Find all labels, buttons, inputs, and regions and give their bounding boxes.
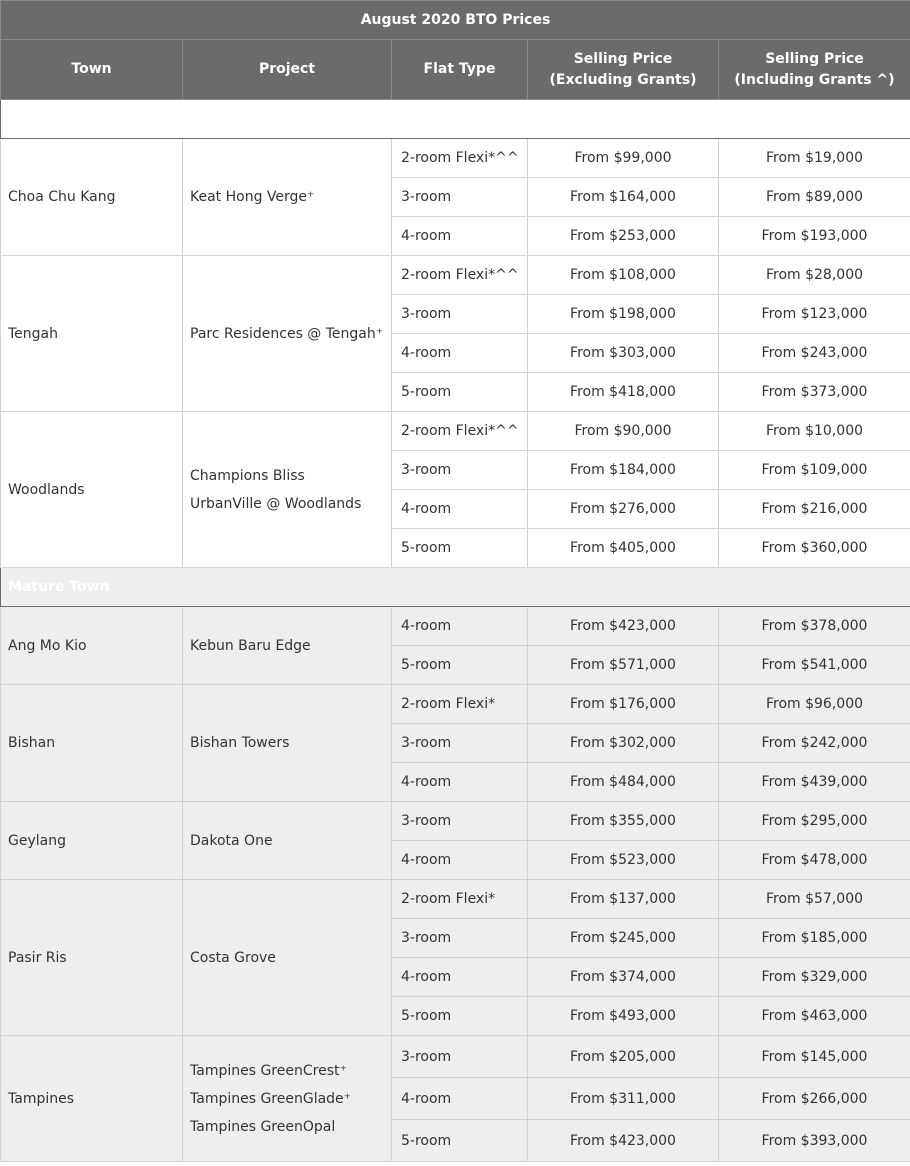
price-excluding-grants-cell: From $405,000 xyxy=(528,529,719,568)
price-excluding-grants-cell: From $245,000 xyxy=(528,919,719,958)
price-including-grants-cell: From $10,000 xyxy=(719,412,910,451)
flat-type-cell: 4-room xyxy=(392,490,528,529)
flat-type-cell: 4-room xyxy=(392,763,528,802)
column-header-price-excluding-grants xyxy=(528,40,719,100)
price-excluding-grants-cell: From $423,000 xyxy=(528,607,719,646)
price-excluding-grants-cell: From $198,000 xyxy=(528,295,719,334)
flat-type-cell: 4-room xyxy=(392,217,528,256)
flat-type-cell: 5-room xyxy=(392,646,528,685)
flat-type-cell: 5-room xyxy=(392,1120,528,1162)
flat-type-cell: 2-room Flexi* xyxy=(392,685,528,724)
price-excl-header-line1: Selling Price xyxy=(573,50,673,67)
price-including-grants-cell: From $378,000 xyxy=(719,607,910,646)
price-including-grants-cell: From $373,000 xyxy=(719,373,910,412)
project-cell xyxy=(183,139,392,256)
flat-type-cell: 3-room xyxy=(392,724,528,763)
project-name: Keat Hong Verge⁺ xyxy=(190,189,315,205)
flat-type-cell: 3-room xyxy=(392,295,528,334)
price-excluding-grants-cell: From $99,000 xyxy=(528,139,719,178)
price-excluding-grants-cell: From $423,000 xyxy=(528,1120,719,1162)
price-including-grants-cell: From $242,000 xyxy=(719,724,910,763)
flat-type-cell: 3-room xyxy=(392,919,528,958)
price-incl-header-line1: Selling Price xyxy=(765,50,864,67)
flat-type-cell: 2-room Flexi*^^ xyxy=(392,256,528,295)
table-row xyxy=(1,607,910,646)
flat-type-cell: 4-room xyxy=(392,1078,528,1120)
flat-type-cell: 5-room xyxy=(392,529,528,568)
section-header-non-mature: Non-Mature Town xyxy=(1,100,910,139)
price-including-grants-cell: From $145,000 xyxy=(719,1036,910,1078)
town-cell: Choa Chu Kang xyxy=(1,139,183,256)
project-cell xyxy=(183,607,392,685)
price-excluding-grants-cell: From $176,000 xyxy=(528,685,719,724)
price-excl-header-line2: (Excluding Grants) xyxy=(549,71,697,88)
table-row xyxy=(1,802,910,841)
project-cell xyxy=(183,880,392,1036)
town-cell: Ang Mo Kio xyxy=(1,607,183,685)
project-cell xyxy=(183,256,392,412)
project-name: Tampines GreenGlade⁺ xyxy=(190,1090,352,1107)
price-excluding-grants-cell: From $374,000 xyxy=(528,958,719,997)
price-excluding-grants-cell: From $276,000 xyxy=(528,490,719,529)
flat-type-cell: 5-room xyxy=(392,373,528,412)
price-excluding-grants-cell: From $108,000 xyxy=(528,256,719,295)
flat-type-cell: 4-room xyxy=(392,607,528,646)
project-name: Tampines GreenCrest⁺ xyxy=(190,1062,347,1079)
table-row xyxy=(1,139,910,178)
town-cell: Bishan xyxy=(1,685,183,802)
price-including-grants-cell: From $541,000 xyxy=(719,646,910,685)
project-name: Tampines GreenOpal xyxy=(190,1118,336,1135)
project-name: Bishan Towers xyxy=(190,735,290,751)
price-including-grants-cell: From $295,000 xyxy=(719,802,910,841)
town-cell: Woodlands xyxy=(1,412,183,568)
table-title: August 2020 BTO Prices xyxy=(1,1,910,40)
flat-type-cell: 5-room xyxy=(392,997,528,1036)
price-incl-header-line2: (Including Grants ^) xyxy=(734,71,895,88)
price-excluding-grants-cell: From $523,000 xyxy=(528,841,719,880)
price-excluding-grants-cell: From $493,000 xyxy=(528,997,719,1036)
price-including-grants-cell: From $216,000 xyxy=(719,490,910,529)
project-cell xyxy=(183,412,392,568)
town-cell: Geylang xyxy=(1,802,183,880)
table-row xyxy=(1,685,910,724)
price-excluding-grants-cell: From $571,000 xyxy=(528,646,719,685)
price-excluding-grants-cell: From $205,000 xyxy=(528,1036,719,1078)
flat-type-cell: 3-room xyxy=(392,451,528,490)
price-including-grants-cell: From $57,000 xyxy=(719,880,910,919)
price-including-grants-cell: From $185,000 xyxy=(719,919,910,958)
flat-type-cell: 2-room Flexi*^^ xyxy=(392,412,528,451)
flat-type-cell: 2-room Flexi* xyxy=(392,880,528,919)
price-including-grants-cell: From $28,000 xyxy=(719,256,910,295)
flat-type-cell: 3-room xyxy=(392,178,528,217)
price-including-grants-cell: From $193,000 xyxy=(719,217,910,256)
price-including-grants-cell: From $123,000 xyxy=(719,295,910,334)
column-header-price-including-grants xyxy=(719,40,910,100)
price-excluding-grants-cell: From $184,000 xyxy=(528,451,719,490)
flat-type-cell: 2-room Flexi*^^ xyxy=(392,139,528,178)
project-cell xyxy=(183,1036,392,1162)
price-including-grants-cell: From $439,000 xyxy=(719,763,910,802)
flat-type-cell: 3-room xyxy=(392,1036,528,1078)
town-cell: Tengah xyxy=(1,256,183,412)
column-header-town: Town xyxy=(1,40,183,100)
price-excluding-grants-cell: From $90,000 xyxy=(528,412,719,451)
price-excluding-grants-cell: From $137,000 xyxy=(528,880,719,919)
flat-type-cell: 4-room xyxy=(392,958,528,997)
price-excluding-grants-cell: From $303,000 xyxy=(528,334,719,373)
price-including-grants-cell: From $266,000 xyxy=(719,1078,910,1120)
price-including-grants-cell: From $19,000 xyxy=(719,139,910,178)
table-row xyxy=(1,1036,910,1078)
project-cell xyxy=(183,802,392,880)
price-including-grants-cell: From $329,000 xyxy=(719,958,910,997)
section-header-mature: Mature Town xyxy=(1,568,910,607)
mature-town-group xyxy=(1,568,910,1162)
price-including-grants-cell: From $478,000 xyxy=(719,841,910,880)
price-excluding-grants-cell: From $311,000 xyxy=(528,1078,719,1120)
town-cell: Pasir Ris xyxy=(1,880,183,1036)
price-excluding-grants-cell: From $484,000 xyxy=(528,763,719,802)
town-cell: Tampines xyxy=(1,1036,183,1162)
price-including-grants-cell: From $393,000 xyxy=(719,1120,910,1162)
price-including-grants-cell: From $360,000 xyxy=(719,529,910,568)
price-including-grants-cell: From $243,000 xyxy=(719,334,910,373)
price-excluding-grants-cell: From $355,000 xyxy=(528,802,719,841)
project-name: Dakota One xyxy=(190,832,273,849)
price-excluding-grants-cell: From $164,000 xyxy=(528,178,719,217)
table-row xyxy=(1,256,910,295)
table-row xyxy=(1,412,910,451)
column-header-flat-type: Flat Type xyxy=(392,40,528,100)
project-name: Champions Bliss xyxy=(190,467,305,484)
price-including-grants-cell: From $89,000 xyxy=(719,178,910,217)
project-name: UrbanVille @ Woodlands xyxy=(190,495,362,512)
column-header-project: Project xyxy=(183,40,392,100)
price-including-grants-cell: From $109,000 xyxy=(719,451,910,490)
price-including-grants-cell: From $463,000 xyxy=(719,997,910,1036)
project-name: Costa Grove xyxy=(190,949,276,966)
flat-type-cell: 4-room xyxy=(392,334,528,373)
price-excluding-grants-cell: From $302,000 xyxy=(528,724,719,763)
flat-type-cell: 4-room xyxy=(392,841,528,880)
project-name: Parc Residences @ Tengah⁺ xyxy=(190,325,384,342)
non-mature-town-group xyxy=(1,100,910,568)
price-excluding-grants-cell: From $418,000 xyxy=(528,373,719,412)
project-cell xyxy=(183,685,392,802)
flat-type-cell: 3-room xyxy=(392,802,528,841)
price-including-grants-cell: From $96,000 xyxy=(719,685,910,724)
project-name: Kebun Baru Edge xyxy=(190,637,311,654)
price-excluding-grants-cell: From $253,000 xyxy=(528,217,719,256)
table-row xyxy=(1,880,910,919)
